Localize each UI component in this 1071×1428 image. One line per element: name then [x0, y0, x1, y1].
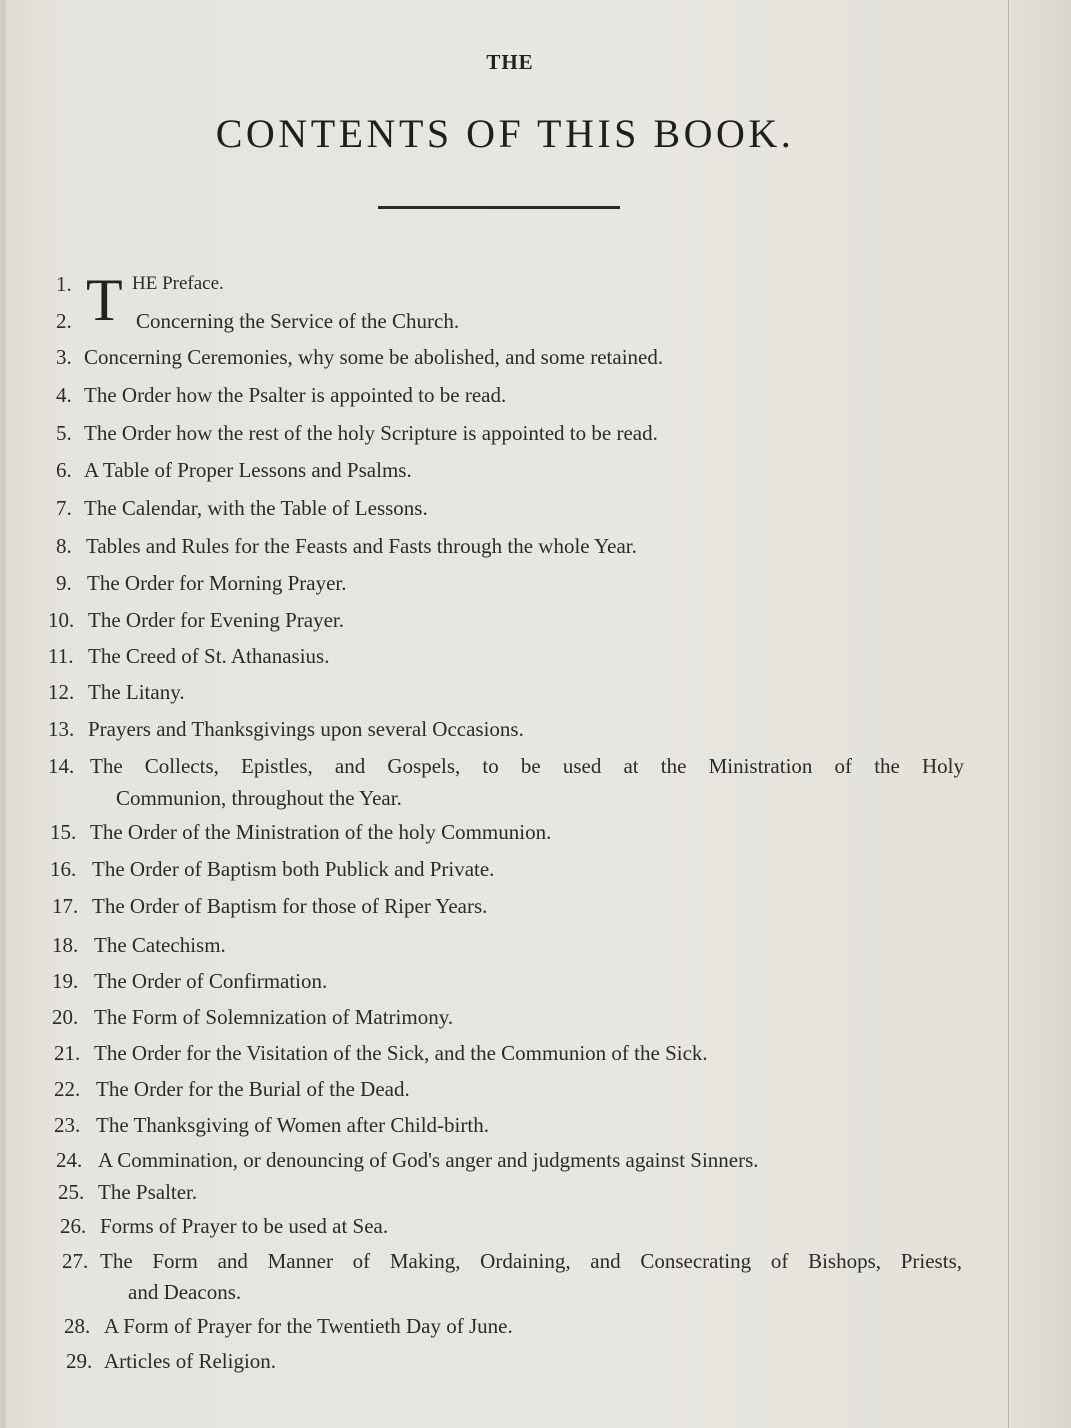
entry-text: Forms of Prayer to be used at Sea.	[100, 1214, 389, 1238]
entry-number: 17.	[52, 894, 79, 918]
entry-number: 28.	[64, 1314, 91, 1338]
entry-number: 19.	[52, 969, 79, 993]
entry-number: 15.	[50, 820, 77, 844]
entry-number: 1.	[56, 272, 72, 296]
entry-text: The Order how the Psalter is appointed to be read.	[84, 383, 507, 407]
entry-number: 27.	[62, 1249, 89, 1273]
entry-text: Tables and Rules for the Feasts and Fasts through the whole Year.	[86, 534, 637, 558]
entry-text: The Order for the Burial of the Dead.	[96, 1077, 410, 1101]
entry-text: The Psalter.	[98, 1180, 198, 1204]
entry-text: A Table of Proper Lessons and Psalms.	[84, 458, 412, 482]
entry-number: 12.	[48, 680, 75, 704]
entry-text: The Order of Baptism both Publick and Private.	[92, 857, 495, 881]
contents-entry-1	[56, 268, 72, 300]
entry-number: 9.	[56, 571, 72, 595]
entry-text: The Order of the Ministration of the holy Communion.	[90, 820, 552, 844]
entry-number: 11.	[48, 644, 74, 668]
entry-continuation: Communion, throughout the Year.	[116, 786, 402, 810]
heading-the: THE	[486, 50, 534, 74]
title-rule	[378, 206, 620, 209]
entry-number: 23.	[54, 1113, 81, 1137]
entry-text: The Thanksgiving of Women after Child-birth.	[96, 1113, 489, 1137]
entry-text: The Order of Baptism for those of Riper Years.	[92, 894, 488, 918]
entry-text: The Order for Evening Prayer.	[88, 608, 344, 632]
entry-text: HE Preface.	[132, 273, 224, 294]
entry-text: Articles of Religion.	[104, 1349, 277, 1373]
entry-number: 7.	[56, 496, 72, 520]
page-gutter	[0, 0, 6, 1428]
entry-text: The Order of Confirmation.	[94, 969, 328, 993]
entry-number: 21.	[54, 1041, 81, 1065]
entry-number: 3.	[56, 345, 72, 369]
entry-text: Concerning the Service of the Church.	[136, 309, 460, 333]
page-edge-line	[1008, 0, 1009, 1428]
entry-text: Concerning Ceremonies, why some be abolished, and some retained.	[84, 345, 664, 369]
entry-number: 16.	[50, 857, 77, 881]
entry-text: The Catechism.	[94, 933, 226, 957]
entry-text: Prayers and Thanksgivings upon several Occasions.	[88, 717, 524, 741]
entry-continuation: and Deacons.	[128, 1280, 242, 1304]
entry-number: 25.	[58, 1180, 85, 1204]
entry-text: A Form of Prayer for the Twentieth Day of June.	[104, 1314, 513, 1338]
entry-number: 6.	[56, 458, 72, 482]
entry-text: The Litany.	[88, 680, 185, 704]
entry-number: 8.	[56, 534, 72, 558]
entry-number: 5.	[56, 421, 72, 445]
entry-number: 13.	[48, 717, 75, 741]
entry-text: The Order how the rest of the holy Scripture is appointed to be read.	[84, 421, 658, 445]
entry-number: 24.	[56, 1148, 83, 1172]
entry-text: The Form and Manner of Making, Ordaining, and Consecrating of Bishops, Priests,	[100, 1249, 962, 1273]
entry-text: The Calendar, with the Table of Lessons.	[84, 496, 428, 520]
entry-text: A Commination, or denouncing of God's anger and judgments against Sinners.	[98, 1148, 759, 1172]
entry-number: 20.	[52, 1005, 79, 1029]
entry-number: 4.	[56, 383, 72, 407]
entry-number: 10.	[48, 608, 75, 632]
entry-number: 2.	[56, 309, 72, 333]
entry-number: 26.	[60, 1214, 87, 1238]
entry-text: The Order for the Visitation of the Sick, and the Communion of the Sick.	[94, 1041, 708, 1065]
entry-number: 14.	[48, 754, 75, 778]
entry-text: The Order for Morning Prayer.	[87, 571, 347, 595]
entry-number: 18.	[52, 933, 79, 957]
entry-text: The Collects, Epistles, and Gospels, to be used at the Ministration of the Holy	[90, 754, 964, 778]
entry-text: The Form of Solemnization of Matrimony.	[94, 1005, 454, 1029]
entry-number: 22.	[54, 1077, 81, 1101]
entry-text: The Creed of St. Athanasius.	[88, 644, 330, 668]
page-title: CONTENTS OF THIS BOOK.	[215, 111, 795, 156]
drop-cap: T	[86, 267, 123, 333]
entry-number: 29.	[66, 1349, 93, 1373]
